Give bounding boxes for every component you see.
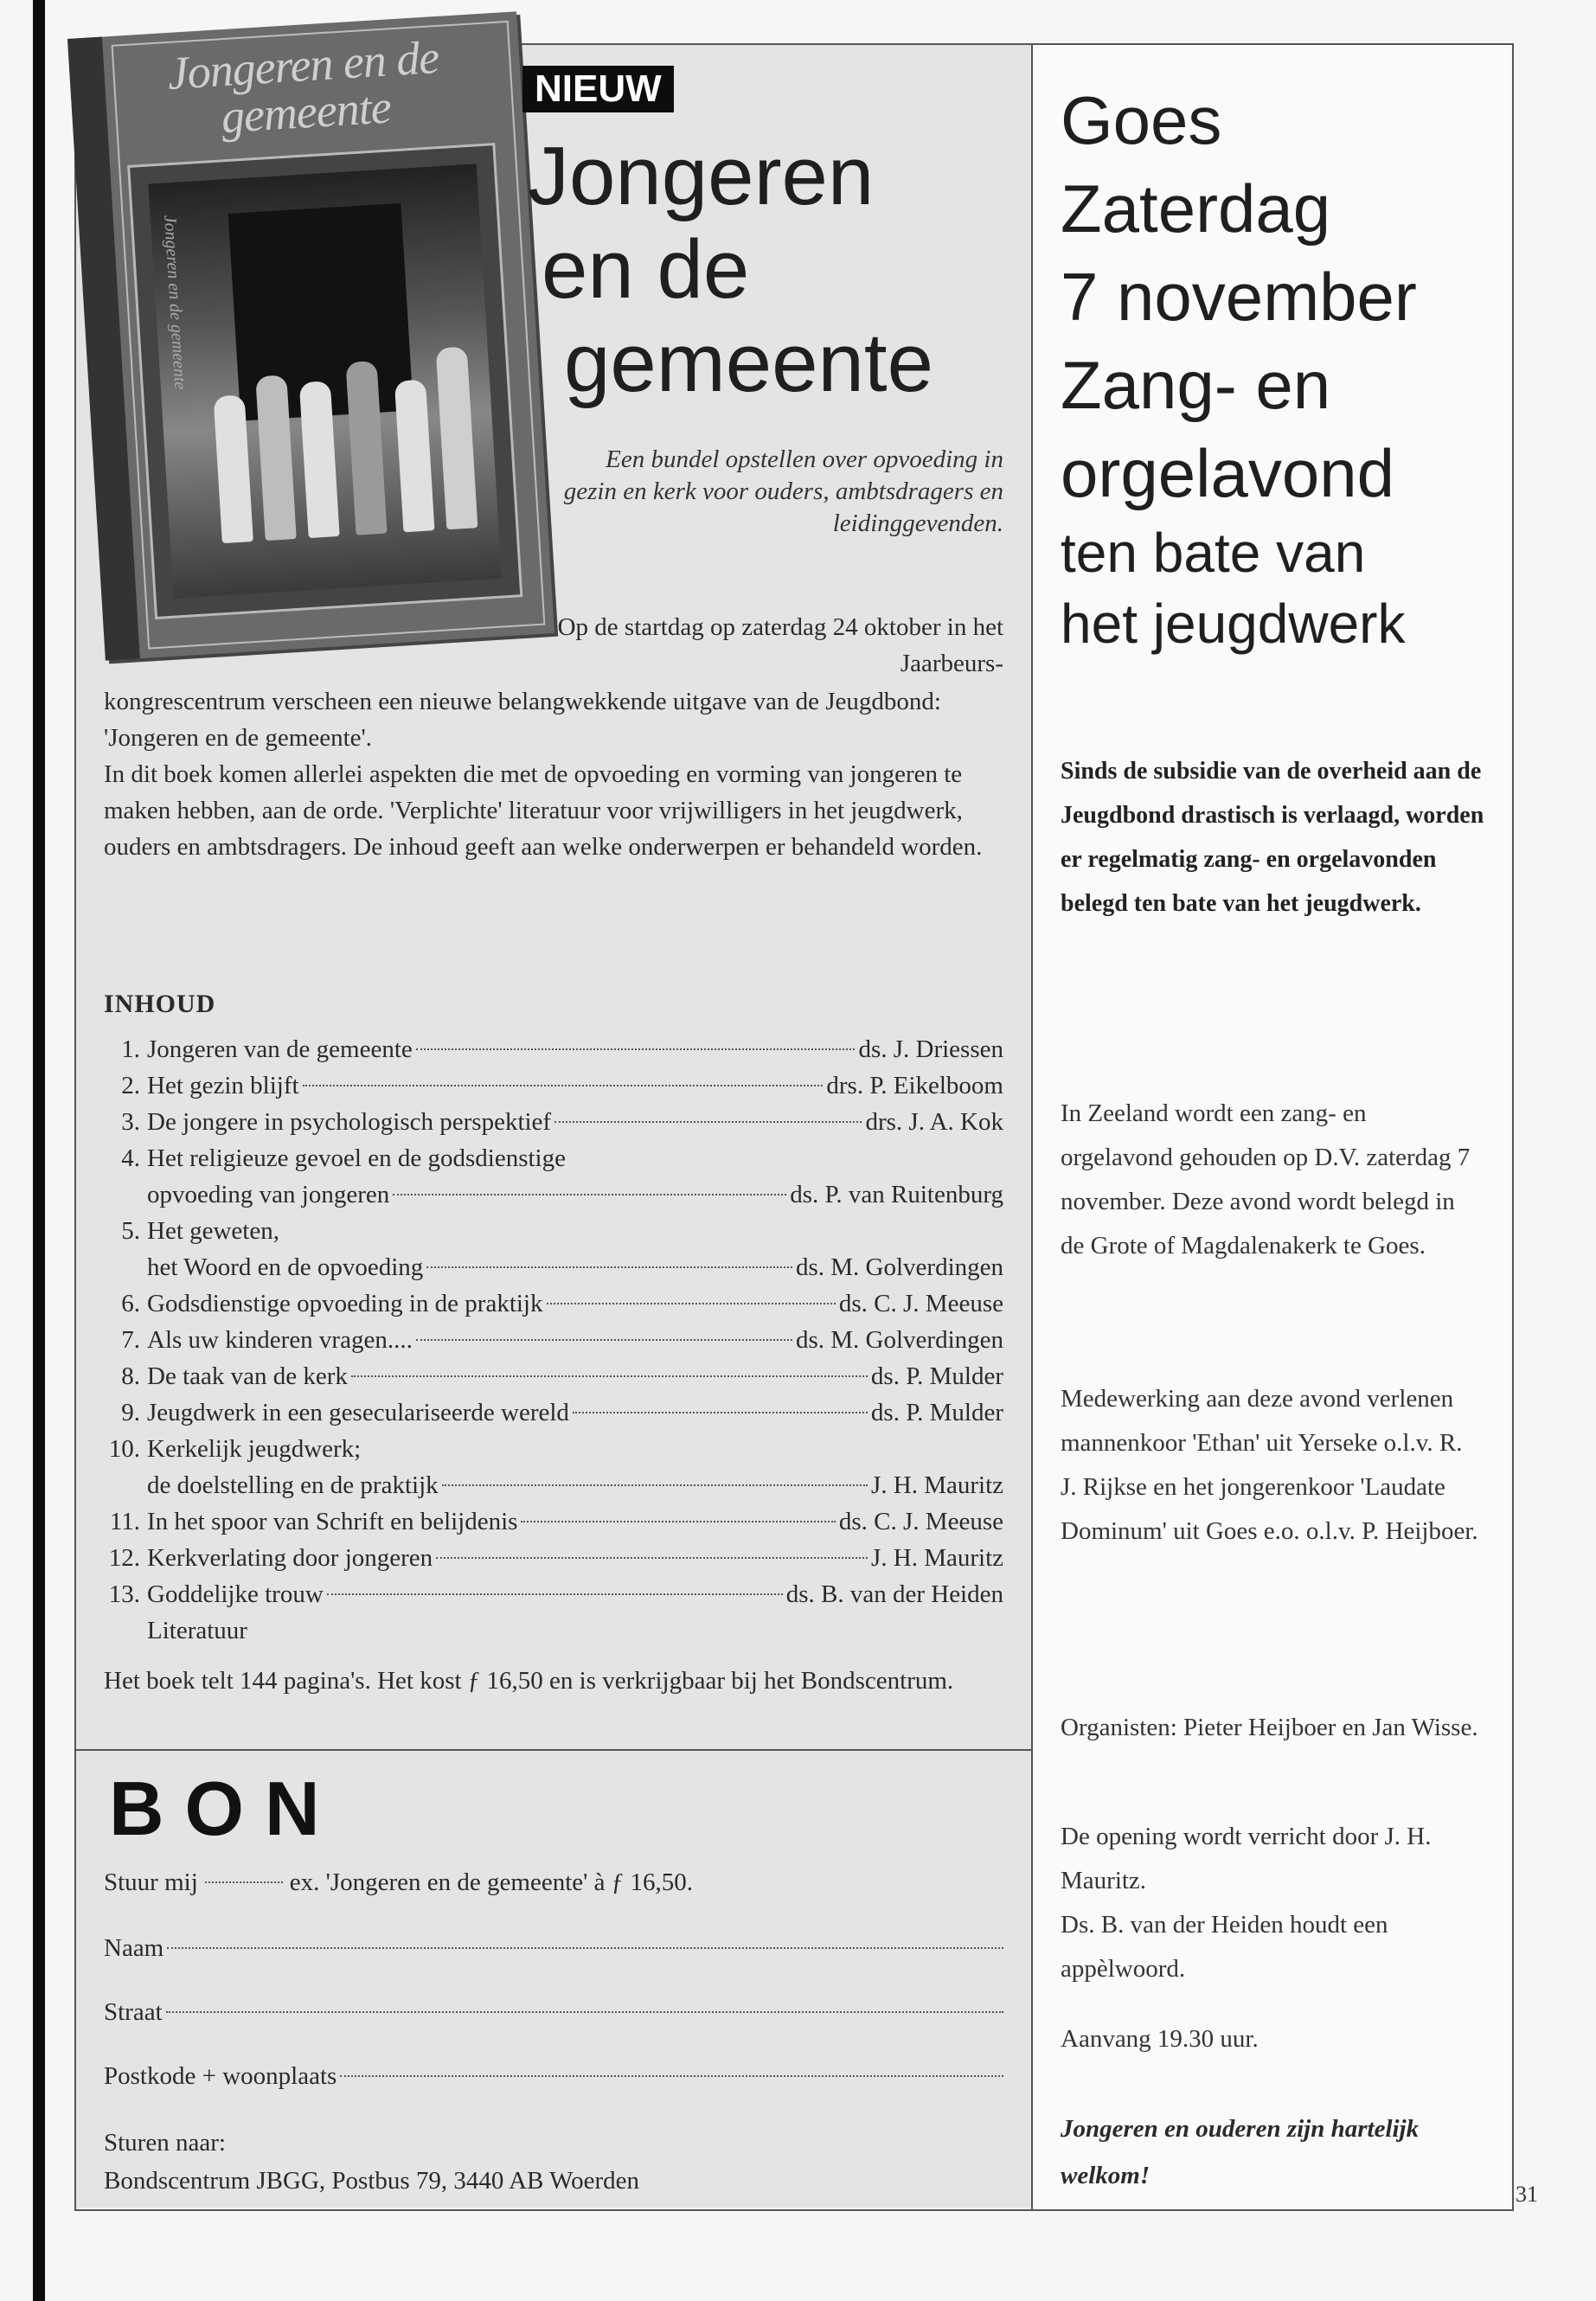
toc-author: ds. M. Golverdingen: [795, 1253, 1003, 1281]
ad-title-line: Jongeren: [528, 130, 875, 222]
toc-leader: [351, 1375, 868, 1377]
toc-title: Het geweten,: [147, 1217, 279, 1245]
toc-row: [104, 1067, 1003, 1104]
toc-author: ds. C. J. Meeuse: [838, 1508, 1003, 1535]
toc-author: ds. J. Driessen: [858, 1035, 1003, 1063]
send-address: Bondscentrum JBGG, Postbus 79, 3440 AB Woerden: [104, 2167, 640, 2195]
straat-label: Straat: [104, 1998, 163, 2026]
toc-title-continued: opvoeding van jongeren: [147, 1181, 390, 1208]
toc-num: 2.: [121, 1072, 140, 1099]
toc-leader: [521, 1521, 835, 1522]
new-badge: NIEUW: [522, 66, 674, 112]
toc-num: 10.: [108, 1435, 140, 1463]
event-heading-line: Zaterdag: [1061, 170, 1331, 247]
toc-title-continued: het Woord en de opvoeding: [147, 1253, 424, 1281]
toc-row-continued: [104, 1612, 1003, 1649]
toc-author: ds. P. van Ruitenburg: [790, 1181, 1003, 1208]
book-info: Het boek telt 144 pagina's. Het kost ƒ 16,50 en is verkrijgbaar bij het Bondscentrum.: [104, 1667, 954, 1695]
toc-extra: Literatuur: [147, 1617, 247, 1644]
event-paragraph: De opening wordt verricht door J. H. Mauritz.: [1061, 1823, 1432, 1894]
intro-text-c: In dit boek komen allerlei aspekten die met de opvoeding en vorming van jongeren te maken hebben, aan de orde. 'Verplichte' literatuur voor vrijwilligers in het jeugdwerk, ouders en ambtsdragers. De inhoud geeft aan welke onderwerpen er behandeld worden.: [104, 760, 983, 861]
toc-author: ds. P. Mulder: [870, 1362, 1003, 1390]
toc-title: Godsdienstige opvoeding in de praktijk: [147, 1290, 543, 1317]
event-heading-line: Zang- en: [1061, 347, 1331, 423]
ad-subtitle: Een bundel opstellen over opvoeding in gezin en kerk voor ouders, ambtsdragers en leidinggevenden.: [563, 445, 1003, 537]
toc-leader: [547, 1303, 836, 1304]
toc-title: Kerkelijk jeugdwerk;: [147, 1435, 362, 1463]
toc-row-continued: [104, 1249, 1003, 1285]
toc-row-continued: [104, 1176, 1003, 1213]
event-heading: [1061, 76, 1502, 659]
toc-row: [104, 1576, 1003, 1612]
toc-author: drs. J. A. Kok: [865, 1108, 1003, 1136]
toc-num: 1.: [121, 1035, 140, 1063]
toc-num: 11.: [109, 1508, 140, 1535]
toc-leader: [573, 1412, 868, 1413]
toc-leader: [416, 1339, 792, 1341]
toc-num: 9.: [121, 1399, 140, 1426]
toc-title: Goddelijke trouw: [147, 1580, 324, 1608]
book-cover-image: [67, 11, 554, 660]
toc-author: J. H. Mauritz: [870, 1544, 1003, 1572]
toc-title: Jongeren van de gemeente: [147, 1035, 413, 1063]
send-to-block: [104, 2124, 639, 2200]
ad-title: [528, 130, 1012, 410]
toc-author: ds. P. Mulder: [870, 1399, 1003, 1426]
send-label: Sturen naar:: [104, 2129, 226, 2157]
toc-row: [104, 1540, 1003, 1576]
toc-author: ds. M. Golverdingen: [795, 1326, 1003, 1354]
naam-field[interactable]: [167, 1947, 1003, 1949]
toc-row: [104, 1031, 1003, 1067]
naam-line: [104, 1934, 1003, 1963]
event-closing: Jongeren en ouderen zijn hartelijk welkom!: [1061, 2115, 1420, 2189]
toc-row: [104, 1140, 1003, 1176]
toc-num: 6.: [121, 1290, 140, 1317]
toc-num: 13.: [108, 1580, 140, 1608]
toc-author: ds. C. J. Meeuse: [838, 1290, 1003, 1317]
toc-row: [104, 1358, 1003, 1394]
intro-text: [104, 683, 1003, 865]
toc-num: 8.: [121, 1362, 140, 1390]
ad-title-line: en de: [542, 223, 750, 316]
order-prefix: Stuur mij: [104, 1868, 198, 1896]
event-heading-line: ten bate van: [1061, 522, 1366, 584]
toc-num: 5.: [121, 1217, 140, 1245]
intro-text-b: kongrescentrum verscheen een nieuwe belangwekkende uitgave van de Jeugdbond: 'Jongeren en de gemeente'.: [104, 688, 941, 752]
toc-leader: [416, 1048, 856, 1050]
toc-row: [104, 1104, 1003, 1140]
contents-heading: INHOUD: [104, 990, 216, 1018]
intro-text-a: Op de startdag op zaterdag 24 oktober in het Jaarbeurs-: [557, 613, 1003, 677]
toc-title: In het spoor van Schrift en belijdenis: [147, 1508, 518, 1535]
toc-num: 3.: [121, 1108, 140, 1136]
toc-row: [104, 1285, 1003, 1322]
toc-title: Als uw kinderen vragen....: [147, 1326, 413, 1354]
toc-row: [104, 1503, 1003, 1540]
toc-title-continued: de doelstelling en de praktijk: [147, 1471, 439, 1499]
toc-leader: [426, 1266, 792, 1268]
book-cover-title: Jongeren en de gemeente: [165, 30, 440, 144]
toc-row: [104, 1431, 1003, 1467]
toc-leader: [436, 1557, 868, 1559]
event-heading-line: het jeugdwerk: [1061, 593, 1406, 655]
book-cover-photo: [148, 163, 502, 598]
toc-title: Het religieuze gevoel en de godsdienstige: [147, 1144, 566, 1172]
toc-num: 4.: [121, 1144, 140, 1172]
event-start-time: Aanvang 19.30 uur.: [1061, 2025, 1259, 2053]
toc-leader: [303, 1085, 824, 1086]
toc-row-continued: [104, 1467, 1003, 1503]
event-paragraph: In Zeeland wordt een zang- en orgelavond gehouden op D.V. zaterdag 7 november. Deze avond wordt belegd in de Grote of Magdalenakerk te Goes.: [1061, 1099, 1471, 1259]
toc-row: [104, 1213, 1003, 1249]
photo-person: [394, 379, 435, 532]
order-suffix: ex. 'Jongeren en de gemeente' à ƒ 16,50.: [289, 1868, 693, 1896]
order-quantity-line: [104, 1868, 1003, 1897]
event-heading-line: 7 november: [1061, 259, 1417, 335]
book-spine-text: Jongeren en de gemeente: [160, 215, 190, 390]
toc-author: ds. B. van der Heiden: [785, 1580, 1003, 1608]
toc-leader: [393, 1194, 786, 1195]
column-divider: [1031, 43, 1033, 2209]
coupon-heading: BON: [109, 1766, 341, 1851]
toc-title: Kerkverlating door jongeren: [147, 1544, 433, 1572]
toc-num: 12.: [108, 1544, 140, 1572]
postkode-field[interactable]: [340, 2075, 1003, 2077]
event-heading-line: Goes: [1061, 82, 1222, 158]
toc-num: 7.: [121, 1326, 140, 1354]
photo-person: [436, 346, 478, 529]
straat-field[interactable]: [166, 2011, 1003, 2013]
quantity-field[interactable]: [205, 1881, 283, 1883]
toc-title: Het gezin blijft: [147, 1072, 299, 1099]
postkode-line: [104, 2062, 1003, 2091]
straat-line: [104, 1998, 1003, 2027]
page-number: 31: [1516, 2182, 1538, 2207]
event-heading-line: orgelavond: [1061, 435, 1394, 511]
binding-edge: [33, 0, 45, 2301]
toc-leader: [442, 1484, 868, 1486]
toc-row: [104, 1394, 1003, 1431]
toc-leader: [554, 1121, 862, 1123]
naam-label: Naam: [104, 1934, 164, 1962]
toc-title: Jeugdwerk in een geseculariseerde wereld: [147, 1399, 569, 1426]
event-paragraph: Medewerking aan deze avond verlenen mannenkoor 'Ethan' uit Yerseke o.l.v. R. J. Rijkse en het jongerenkoor 'Laudate Dominum' uit Goes e.o. o.l.v. P. Heijboer.: [1061, 1385, 1478, 1545]
toc-author: J. H. Mauritz: [870, 1471, 1003, 1499]
ad-title-line: gemeente: [564, 317, 933, 409]
event-paragraph: Organisten: Pieter Heijboer en Jan Wisse.: [1061, 1714, 1478, 1741]
toc-author: drs. P. Eikelboom: [826, 1072, 1003, 1099]
event-bold-intro: Sinds de subsidie van de overheid aan de Jeugdbond drastisch is verlaagd, worden er regelmatig zang- en orgelavonden belegd ten bate van het jeugdwerk.: [1061, 758, 1484, 917]
table-of-contents: [104, 1031, 1003, 1649]
toc-title: De jongere in psychologisch perspektief: [147, 1108, 552, 1136]
postkode-label: Postkode + woonplaats: [104, 2062, 337, 2090]
event-paragraph: Ds. B. van der Heiden houdt een appèlwoord.: [1061, 1911, 1388, 1983]
toc-leader: [327, 1593, 783, 1595]
toc-row: [104, 1322, 1003, 1358]
toc-title: De taak van de kerk: [147, 1362, 348, 1390]
